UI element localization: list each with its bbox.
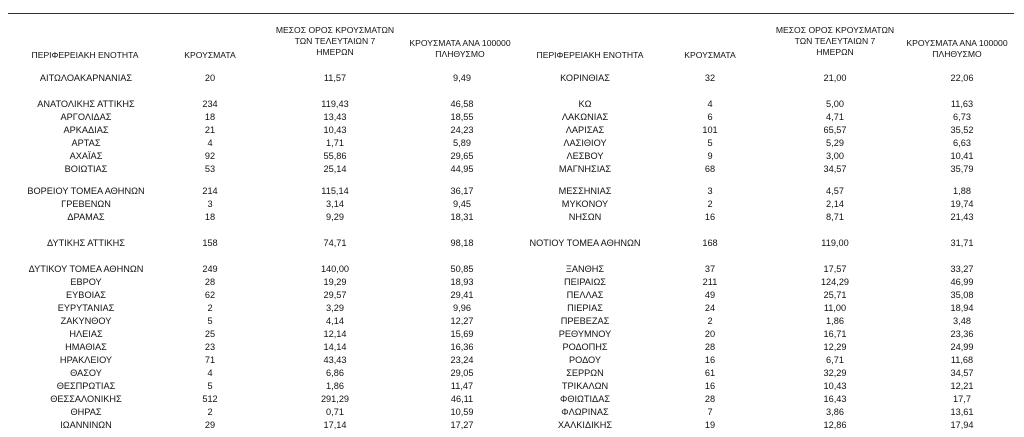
cell-avg7: 9,29 bbox=[326, 212, 344, 222]
cell-per100k: 23,24 bbox=[450, 355, 474, 365]
cell-region: ΝΟΤΙΟΥ ΤΟΜΕΑ ΑΘΗΝΩΝ bbox=[529, 238, 641, 248]
cell-per100k: 9,96 bbox=[453, 303, 471, 313]
header-per100k-line1: ΚΡΟΥΣΜΑΤΑ ΑΝΑ 100000 bbox=[906, 38, 1008, 48]
cell-region: ΙΩΑΝΝΙΝΩΝ bbox=[60, 420, 112, 430]
cell-cases: 32 bbox=[704, 73, 716, 83]
cell-avg7: 43,43 bbox=[323, 355, 347, 365]
cell-region: ΛΕΣΒΟΥ bbox=[566, 151, 604, 161]
cell-region: ΑΧΑΪΑΣ bbox=[69, 151, 103, 161]
cell-cases: 5 bbox=[207, 381, 213, 391]
cell-avg7: 25,71 bbox=[823, 290, 847, 300]
cell-avg7: 21,00 bbox=[823, 73, 847, 83]
cell-region: ΣΕΡΡΩΝ bbox=[566, 368, 604, 378]
cell-region: ΘΑΣΟΥ bbox=[70, 368, 102, 378]
cell-per100k: 3,48 bbox=[953, 316, 971, 326]
cell-avg7: 16,43 bbox=[823, 394, 847, 404]
cell-cases: 9 bbox=[707, 151, 713, 161]
cell-cases: 62 bbox=[204, 290, 216, 300]
cell-avg7: 65,57 bbox=[823, 125, 847, 135]
header-cases-right: ΚΡΟΥΣΜΑΤΑ bbox=[684, 50, 736, 60]
cell-per100k: 22,06 bbox=[950, 73, 974, 83]
cell-per100k: 15,69 bbox=[450, 329, 474, 339]
header-per100k-right bbox=[892, 38, 1022, 60]
cell-per100k: 29,65 bbox=[450, 151, 474, 161]
cell-avg7: 4,57 bbox=[826, 186, 844, 196]
cell-per100k: 11,63 bbox=[950, 99, 974, 109]
cell-avg7: 14,14 bbox=[323, 342, 347, 352]
cell-per100k: 5,89 bbox=[453, 138, 471, 148]
cell-region: ΡΕΘΥΜΝΟΥ bbox=[558, 329, 612, 339]
cell-region: ΜΑΓΝΗΣΙΑΣ bbox=[558, 164, 612, 174]
cell-per100k: 35,79 bbox=[950, 164, 974, 174]
cell-region: ΛΑΡΙΣΑΣ bbox=[565, 125, 605, 135]
cell-avg7: 10,43 bbox=[823, 381, 847, 391]
cell-cases: 7 bbox=[707, 407, 713, 417]
cell-avg7: 291,29 bbox=[320, 394, 350, 404]
cell-per100k: 46,58 bbox=[450, 99, 474, 109]
cell-avg7: 0,71 bbox=[326, 407, 344, 417]
cell-per100k: 44,95 bbox=[450, 164, 474, 174]
cell-region: ΛΑΣΙΘΙΟΥ bbox=[563, 138, 607, 148]
cell-cases: 71 bbox=[204, 355, 216, 365]
header-avg7-line2: ΤΩΝ ΤΕΛΕΥΤΑΙΩΝ 7 bbox=[794, 36, 876, 46]
cell-avg7: 11,00 bbox=[823, 303, 847, 313]
cell-cases: 5 bbox=[707, 138, 713, 148]
cell-per100k: 11,68 bbox=[950, 355, 974, 365]
cell-region: ΔΡΑΜΑΣ bbox=[67, 212, 105, 222]
cell-cases: 158 bbox=[202, 238, 218, 248]
cell-per100k: 46,99 bbox=[950, 277, 974, 287]
cell-region: ΑΡΤΑΣ bbox=[71, 138, 101, 148]
cell-cases: 168 bbox=[702, 238, 718, 248]
cell-region: ΕΥΡΥΤΑΝΙΑΣ bbox=[57, 303, 115, 313]
cell-cases: 16 bbox=[704, 355, 716, 365]
cell-per100k: 34,57 bbox=[950, 368, 974, 378]
cell-per100k: 36,17 bbox=[450, 186, 474, 196]
cell-per100k: 6,63 bbox=[953, 138, 971, 148]
cell-avg7: 55,86 bbox=[323, 151, 347, 161]
cell-region: ΑΙΤΩΛΟΑΚΑΡΝΑΝΙΑΣ bbox=[39, 73, 133, 83]
cell-per100k: 11,47 bbox=[450, 381, 474, 391]
cell-per100k: 12,21 bbox=[950, 381, 974, 391]
cell-region: ΝΗΣΩΝ bbox=[568, 212, 602, 222]
header-avg7-line2: ΤΩΝ ΤΕΛΕΥΤΑΙΩΝ 7 bbox=[294, 36, 376, 46]
cell-per100k: 35,08 bbox=[950, 290, 974, 300]
cell-cases: 68 bbox=[704, 164, 716, 174]
cell-cases: 18 bbox=[204, 112, 216, 122]
cell-region: ΑΡΚΑΔΙΑΣ bbox=[63, 125, 109, 135]
cell-avg7: 12,86 bbox=[823, 420, 847, 430]
cell-avg7: 8,71 bbox=[826, 212, 844, 222]
cell-region: ΑΝΑΤΟΛΙΚΗΣ ΑΤΤΙΚΗΣ bbox=[37, 99, 135, 109]
cell-region: ΚΟΡΙΝΘΙΑΣ bbox=[560, 73, 610, 83]
cell-cases: 2 bbox=[707, 199, 713, 209]
cell-cases: 49 bbox=[704, 290, 716, 300]
cell-region: ΘΕΣΣΑΛΟΝΙΚΗΣ bbox=[50, 394, 122, 404]
cell-cases: 5 bbox=[207, 316, 213, 326]
cell-cases: 4 bbox=[707, 99, 713, 109]
cell-per100k: 13,61 bbox=[950, 407, 974, 417]
cell-avg7: 115,14 bbox=[321, 186, 349, 196]
cell-per100k: 21,43 bbox=[950, 212, 974, 222]
cell-cases: 28 bbox=[204, 277, 216, 287]
header-avg7-right bbox=[770, 25, 900, 58]
header-per100k-line2: ΠΛΗΘΥΣΜΟ bbox=[435, 49, 485, 59]
cell-avg7: 1,86 bbox=[326, 381, 344, 391]
cell-cases: 249 bbox=[202, 264, 218, 274]
cell-avg7: 3,14 bbox=[326, 199, 344, 209]
cell-region: ΤΡΙΚΑΛΩΝ bbox=[561, 381, 609, 391]
cell-per100k: 50,85 bbox=[450, 264, 474, 274]
cell-cases: 101 bbox=[702, 125, 718, 135]
cell-cases: 6 bbox=[707, 112, 713, 122]
cell-region: ΗΛΕΙΑΣ bbox=[69, 329, 103, 339]
top-border-line bbox=[8, 13, 1014, 14]
cell-cases: 20 bbox=[204, 73, 216, 83]
cell-avg7: 5,29 bbox=[826, 138, 844, 148]
cell-cases: 214 bbox=[202, 186, 218, 196]
cell-avg7: 6,71 bbox=[826, 355, 844, 365]
header-region-left: ΠΕΡΙΦΕΡΕΙΑΚΗ ΕΝΟΤΗΤΑ bbox=[31, 50, 139, 60]
cell-region: ΠΡΕΒΕΖΑΣ bbox=[560, 316, 610, 326]
cell-region: ΞΑΝΘΗΣ bbox=[565, 264, 605, 274]
cell-region: ΧΑΛΚΙΔΙΚΗΣ bbox=[557, 420, 613, 430]
cell-cases: 234 bbox=[202, 99, 218, 109]
cell-cases: 18 bbox=[204, 212, 216, 222]
header-cases-left: ΚΡΟΥΣΜΑΤΑ bbox=[184, 50, 236, 60]
cell-cases: 3 bbox=[707, 186, 713, 196]
cell-avg7: 10,43 bbox=[323, 125, 347, 135]
cell-per100k: 10,59 bbox=[450, 407, 474, 417]
cell-region: ΜΥΚΟΝΟΥ bbox=[561, 199, 609, 209]
cell-avg7: 16,71 bbox=[823, 329, 847, 339]
cell-per100k: 18,55 bbox=[450, 112, 474, 122]
cell-region: ΖΑΚΥΝΘΟΥ bbox=[60, 316, 112, 326]
cell-per100k: 9,45 bbox=[453, 199, 471, 209]
cell-per100k: 29,05 bbox=[450, 368, 474, 378]
cell-region: ΡΟΔΟΠΗΣ bbox=[562, 342, 608, 352]
cell-region: ΡΟΔΟΥ bbox=[568, 355, 602, 365]
cell-avg7: 34,57 bbox=[823, 164, 847, 174]
cell-region: ΒΟΡΕΙΟΥ ΤΟΜΕΑ ΑΘΗΝΩΝ bbox=[27, 186, 145, 196]
cell-avg7: 1,71 bbox=[326, 138, 344, 148]
cell-cases: 16 bbox=[704, 381, 716, 391]
cell-per100k: 98,18 bbox=[450, 238, 474, 248]
cell-per100k: 19,74 bbox=[950, 199, 974, 209]
header-per100k-line2: ΠΛΗΘΥΣΜΟ bbox=[932, 49, 982, 59]
cell-per100k: 35,52 bbox=[950, 125, 974, 135]
cell-cases: 28 bbox=[704, 342, 716, 352]
cell-avg7: 17,14 bbox=[323, 420, 347, 430]
cell-cases: 92 bbox=[204, 151, 216, 161]
cell-avg7: 19,29 bbox=[323, 277, 347, 287]
header-region-right: ΠΕΡΙΦΕΡΕΙΑΚΗ ΕΝΟΤΗΤΑ bbox=[536, 50, 644, 60]
cell-per100k: 9,49 bbox=[453, 73, 471, 83]
cell-avg7: 3,86 bbox=[826, 407, 844, 417]
cell-cases: 28 bbox=[704, 394, 716, 404]
cell-cases: 4 bbox=[207, 368, 213, 378]
cell-cases: 61 bbox=[704, 368, 716, 378]
cell-avg7: 4,71 bbox=[826, 112, 844, 122]
cell-per100k: 24,23 bbox=[450, 125, 474, 135]
cell-avg7: 2,14 bbox=[826, 199, 844, 209]
cell-cases: 23 bbox=[204, 342, 216, 352]
cell-avg7: 17,57 bbox=[823, 264, 847, 274]
cell-cases: 16 bbox=[704, 212, 716, 222]
cell-avg7: 119,43 bbox=[321, 99, 349, 109]
cell-avg7: 12,29 bbox=[823, 342, 847, 352]
cell-region: ΗΡΑΚΛΕΙΟΥ bbox=[59, 355, 113, 365]
cell-avg7: 3,00 bbox=[826, 151, 844, 161]
cell-region: ΦΛΩΡΙΝΑΣ bbox=[561, 407, 609, 417]
cell-avg7: 25,14 bbox=[323, 164, 347, 174]
cell-per100k: 1,88 bbox=[953, 186, 971, 196]
cell-avg7: 6,86 bbox=[326, 368, 344, 378]
cell-cases: 53 bbox=[204, 164, 216, 174]
cell-region: ΠΕΙΡΑΙΩΣ bbox=[564, 277, 606, 287]
cell-cases: 25 bbox=[204, 329, 216, 339]
cell-avg7: 1,86 bbox=[826, 316, 844, 326]
cell-region: ΔΥΤΙΚΗΣ ΑΤΤΙΚΗΣ bbox=[47, 238, 125, 248]
cell-per100k: 33,27 bbox=[950, 264, 974, 274]
cell-per100k: 29,41 bbox=[450, 290, 474, 300]
cell-region: ΛΑΚΩΝΙΑΣ bbox=[561, 112, 609, 122]
cell-cases: 20 bbox=[704, 329, 716, 339]
cell-per100k: 17,27 bbox=[450, 420, 474, 430]
cell-per100k: 23,36 bbox=[950, 329, 974, 339]
cell-region: ΓΡΕΒΕΝΩΝ bbox=[61, 199, 111, 209]
cell-avg7: 124,29 bbox=[820, 277, 850, 287]
cell-per100k: 18,93 bbox=[450, 277, 474, 287]
cell-cases: 4 bbox=[207, 138, 213, 148]
cell-region: ΘΗΡΑΣ bbox=[70, 407, 102, 417]
cell-avg7: 32,29 bbox=[823, 368, 847, 378]
cell-region: ΗΜΑΘΙΑΣ bbox=[65, 342, 107, 352]
cell-region: ΑΡΓΟΛΙΔΑΣ bbox=[60, 112, 112, 122]
cell-region: ΔΥΤΙΚΟΥ ΤΟΜΕΑ ΑΘΗΝΩΝ bbox=[28, 264, 144, 274]
cell-avg7: 3,29 bbox=[326, 303, 344, 313]
cell-cases: 19 bbox=[704, 420, 716, 430]
cell-region: ΚΩ bbox=[578, 99, 592, 109]
cell-per100k: 6,73 bbox=[953, 112, 971, 122]
cell-cases: 21 bbox=[204, 125, 216, 135]
cell-per100k: 31,71 bbox=[950, 238, 974, 248]
cell-avg7: 5,00 bbox=[826, 99, 844, 109]
cell-per100k: 46,11 bbox=[450, 394, 474, 404]
cell-cases: 2 bbox=[207, 303, 213, 313]
header-avg7-left bbox=[270, 25, 400, 58]
cell-region: ΕΥΒΟΙΑΣ bbox=[66, 290, 106, 300]
cell-per100k: 18,31 bbox=[450, 212, 474, 222]
cell-cases: 37 bbox=[704, 264, 716, 274]
cell-region: ΕΒΡΟΥ bbox=[70, 277, 102, 287]
header-avg7-line1: ΜΕΣΟΣ ΟΡΟΣ ΚΡΟΥΣΜΑΤΩΝ bbox=[775, 25, 895, 35]
header-avg7-line3: ΗΜΕΡΩΝ bbox=[816, 47, 854, 57]
cell-region: ΘΕΣΠΡΩΤΙΑΣ bbox=[56, 381, 116, 391]
header-per100k-left bbox=[395, 38, 525, 60]
cell-cases: 512 bbox=[202, 394, 218, 404]
cell-avg7: 13,43 bbox=[323, 112, 347, 122]
cell-per100k: 17,7 bbox=[953, 394, 971, 404]
cell-cases: 2 bbox=[207, 407, 213, 417]
cell-avg7: 140,00 bbox=[320, 264, 350, 274]
header-per100k-line1: ΚΡΟΥΣΜΑΤΑ ΑΝΑ 100000 bbox=[409, 38, 511, 48]
cell-region: ΒΟΙΩΤΙΑΣ bbox=[64, 164, 108, 174]
cell-per100k: 17,94 bbox=[950, 420, 974, 430]
cell-cases: 211 bbox=[702, 277, 718, 287]
header-avg7-line3: ΗΜΕΡΩΝ bbox=[316, 47, 354, 57]
cell-region: ΜΕΣΣΗΝΙΑΣ bbox=[558, 186, 612, 196]
cell-avg7: 11,57 bbox=[323, 73, 347, 83]
cell-per100k: 24,99 bbox=[950, 342, 974, 352]
cell-per100k: 12,27 bbox=[450, 316, 474, 326]
cell-cases: 24 bbox=[704, 303, 716, 313]
cell-cases: 2 bbox=[707, 316, 713, 326]
cell-avg7: 74,71 bbox=[323, 238, 347, 248]
cell-avg7: 4,14 bbox=[326, 316, 344, 326]
header-avg7-line1: ΜΕΣΟΣ ΟΡΟΣ ΚΡΟΥΣΜΑΤΩΝ bbox=[275, 25, 395, 35]
cell-avg7: 12,14 bbox=[323, 329, 347, 339]
cell-region: ΠΕΛΛΑΣ bbox=[566, 290, 604, 300]
cell-region: ΠΙΕΡΙΑΣ bbox=[567, 303, 603, 313]
cell-region: ΦΘΙΩΤΙΔΑΣ bbox=[559, 394, 611, 404]
cell-avg7: 29,57 bbox=[323, 290, 347, 300]
cell-per100k: 10,41 bbox=[950, 151, 974, 161]
cell-avg7: 119,00 bbox=[821, 238, 849, 248]
cell-cases: 3 bbox=[207, 199, 213, 209]
cell-cases: 29 bbox=[204, 420, 216, 430]
cell-per100k: 16,36 bbox=[450, 342, 474, 352]
cell-per100k: 18,94 bbox=[950, 303, 974, 313]
